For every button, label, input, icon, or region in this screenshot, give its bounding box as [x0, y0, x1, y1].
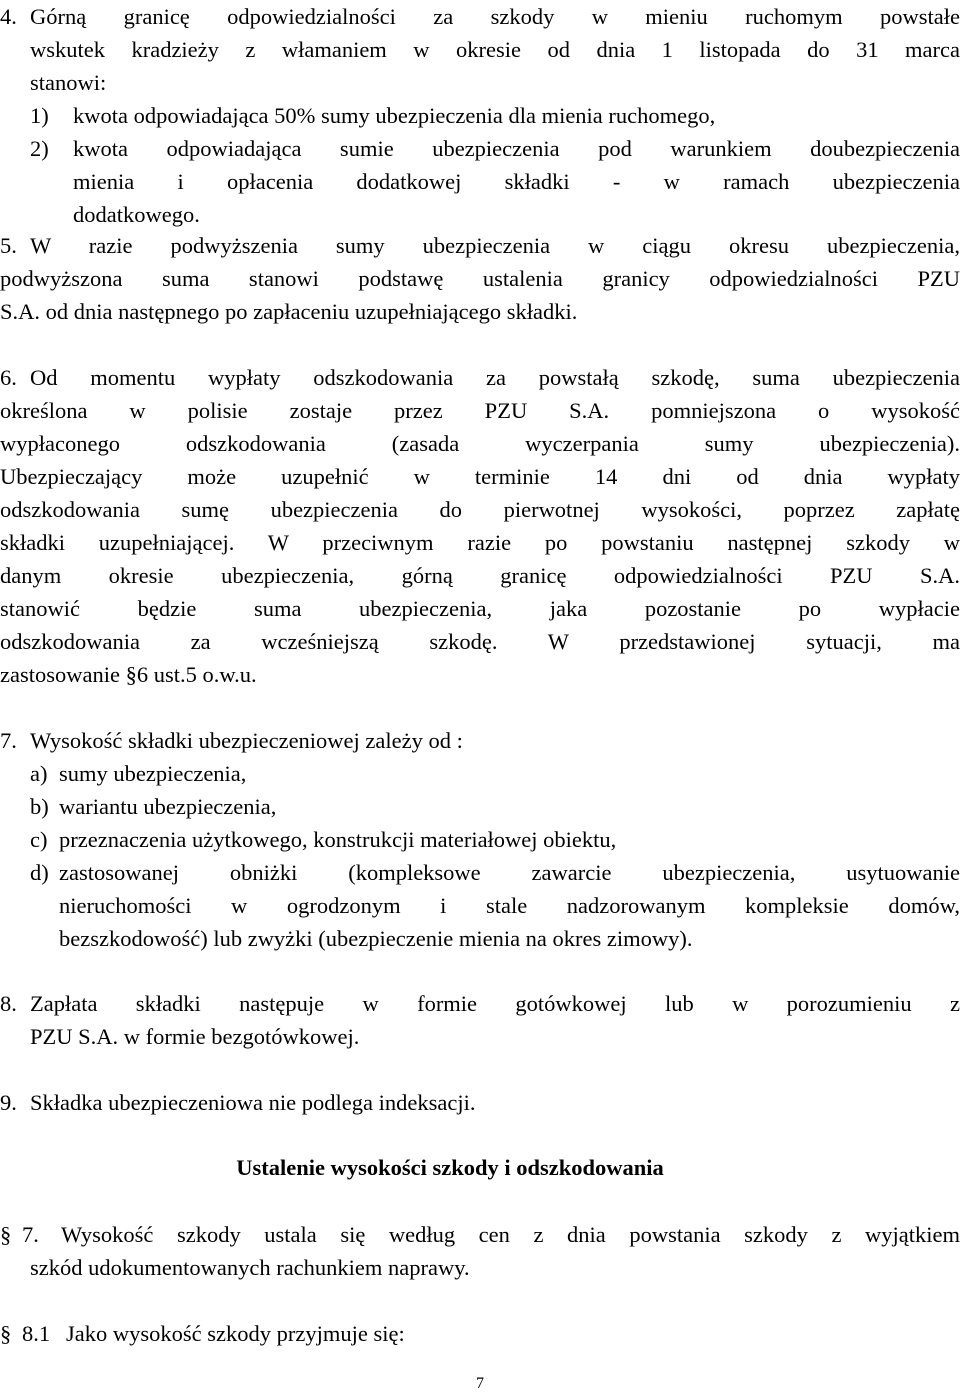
item-5-line: podwyższona suma stanowi podstawę ustalenia granicy odpowiedzialności PZU: [0, 266, 960, 291]
item-5-line: W razie podwyższenia sumy ubezpieczenia w ciągu okresu ubezpieczenia,: [30, 233, 960, 258]
paragraph-8-1-number: 8.1: [22, 1321, 51, 1346]
item-8: [0, 987, 960, 1053]
item-4-line: Górną granicę odpowiedzialności za szkody w mieniu ruchomym powstałe: [30, 4, 960, 29]
item-7-number: 7.: [0, 728, 17, 753]
sub-item-1-text: kwota odpowiadająca 50% sumy ubezpieczenia dla mienia ruchomego,: [73, 103, 716, 128]
item-9-line: Składka ubezpieczeniowa nie podlega indeksacji.: [30, 1090, 476, 1115]
item-7-title: Wysokość składki ubezpieczeniowej zależy od :: [30, 728, 463, 753]
section-sign-icon: §: [0, 1321, 12, 1346]
paragraph-8-1-line: Jako wysokość szkody przyjmuje się:: [66, 1321, 405, 1346]
item-6-line: Od momentu wypłaty odszkodowania za powstałą szkodę, suma ubezpieczenia: [30, 365, 960, 390]
sub-item-2-text: kwota odpowiadająca sumie ubezpieczenia pod warunkiem doubezpieczenia: [73, 136, 960, 161]
list-item-b-marker: b): [30, 794, 49, 819]
item-6-line: zastosowanie §6 ust.5 o.w.u.: [0, 662, 257, 687]
section-heading-text: Ustalenie wysokości szkody i odszkodowania: [236, 1155, 664, 1180]
list-item-d-text: nieruchomości w ogrodzonym i stale nadzorowanym kompleksie domów,: [59, 893, 960, 918]
item-5-number: 5.: [0, 233, 17, 258]
item-6-line: stanowić będzie suma ubezpieczenia, jaka pozostanie po wypłacie: [0, 596, 960, 621]
item-7: [0, 724, 960, 955]
item-8-line: PZU S.A. w formie bezgotówkowej.: [30, 1024, 360, 1049]
item-8-line: Zapłata składki następuje w formie gotówkowej lub w porozumieniu z: [30, 991, 960, 1016]
paragraph-8-1: [0, 1317, 960, 1350]
item-4: [0, 0, 960, 231]
item-6: [0, 361, 960, 691]
list-item-d-text: zastosowanej obniżki (kompleksowe zawarcie ubezpieczenia, usytuowanie: [59, 860, 960, 885]
list-item-d-text: bezszkodowość) lub zwyżki (ubezpieczenie mienia na okres zimowy).: [59, 926, 693, 951]
item-6-line: składki uzupełniającej. W przeciwnym razie po powstaniu następnej szkody w: [0, 530, 960, 555]
list-item-a-marker: a): [30, 761, 48, 786]
item-8-number: 8.: [0, 991, 17, 1016]
item-9: [0, 1086, 960, 1119]
paragraph-7-number: 7.: [22, 1222, 39, 1247]
list-item-c-text: przeznaczenia użytkowego, konstrukcji materiałowej obiektu,: [59, 827, 617, 852]
list-item-a-text: sumy ubezpieczenia,: [59, 761, 247, 786]
item-5: [0, 229, 960, 328]
paragraph-7-line: Wysokość szkody ustala się według cen z dnia powstania szkody z wyjątkiem: [61, 1222, 960, 1247]
item-4-line: wskutek kradzieży z włamaniem w okresie od dnia 1 listopada do 31 marca: [30, 37, 960, 62]
list-item-d-marker: d): [30, 860, 49, 885]
item-4-line: stanowi:: [30, 70, 107, 95]
sub-item-2-number: 2): [30, 136, 49, 161]
item-9-number: 9.: [0, 1090, 17, 1115]
list-item-b-text: wariantu ubezpieczenia,: [59, 794, 277, 819]
item-5-line: S.A. od dnia następnego po zapłaceniu uzupełniającego składki.: [0, 299, 578, 324]
sub-item-2-text: dodatkowego.: [73, 202, 200, 227]
item-6-number: 6.: [0, 365, 17, 390]
item-6-line: odszkodowania sumę ubezpieczenia do pierwotnej wysokości, poprzez zapłatę: [0, 497, 960, 522]
item-4-number: 4.: [0, 4, 17, 29]
section-sign-icon: §: [0, 1222, 12, 1247]
item-6-line: odszkodowania za wcześniejszą szkodę. W przedstawionej sytuacji, ma: [0, 629, 960, 654]
item-6-line: wypłaconego odszkodowania (zasada wyczerpania sumy ubezpieczenia).: [0, 431, 960, 456]
page-number: 7: [476, 1375, 484, 1392]
section-heading: [0, 1151, 960, 1184]
item-6-line: Ubezpieczający może uzupełnić w terminie 14 dni od dnia wypłaty: [0, 464, 960, 489]
paragraph-7-line: szkód udokumentowanych rachunkiem naprawy.: [30, 1255, 470, 1280]
item-6-line: danym okresie ubezpieczenia, górną granicę odpowiedzialności PZU S.A.: [0, 563, 960, 588]
item-6-line: określona w polisie zostaje przez PZU S.A. pomniejszona o wysokość: [0, 398, 960, 423]
paragraph-7: [0, 1218, 960, 1284]
list-item-c-marker: c): [30, 827, 48, 852]
sub-item-2-text: mienia i opłacenia dodatkowej składki - w ramach ubezpieczenia: [73, 169, 960, 194]
sub-item-1-number: 1): [30, 103, 49, 128]
